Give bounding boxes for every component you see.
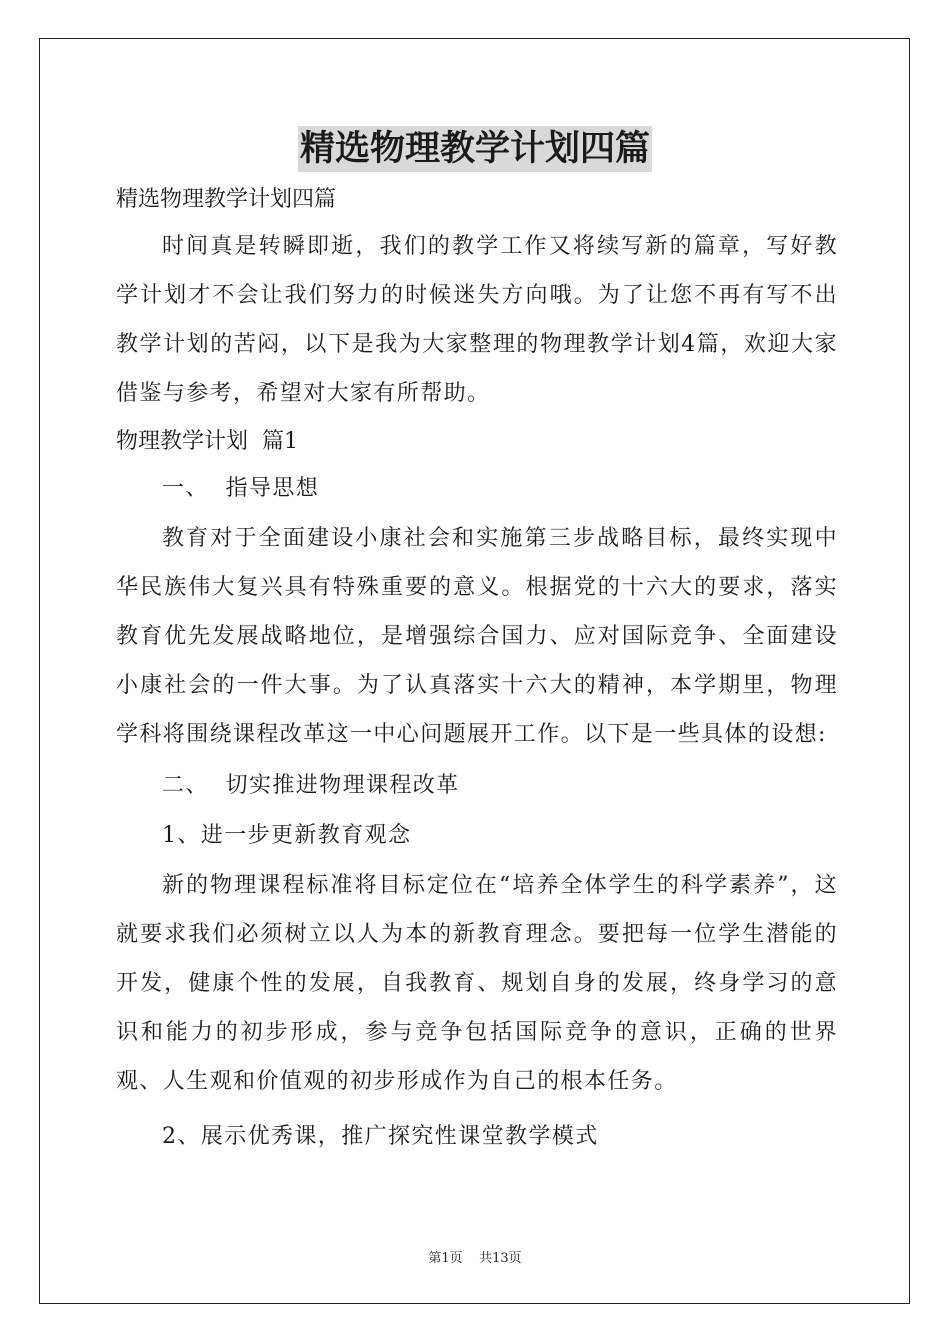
heading-guiding-ideology: 一、 指导思想 [162, 476, 320, 501]
heading-curriculum-reform: 二、 切实推进物理课程改革 [162, 773, 460, 798]
page-footer: 第1页 共13页 [428, 1251, 522, 1266]
paragraph-update-concepts: 新的物理课程标准将目标定位在“培养全体学生的科学素养”，这就要求我们必须树立以人为本的新教育理念。要把每一位学生潜能的开发，健康个性的发展，自我教育、规划自身的发展，终身学习的意识和能力的初步形成，参与竞争包括国际竞争的意识，正确的世界观、人生观和价值观的初步形成作为自己的根本任务。 [116, 873, 838, 1094]
section-title: 物理教学计划 篇1 [116, 429, 298, 454]
paragraph-guiding-ideology: 教育对于全面建设小康社会和实施第三步战略目标，最终实现中华民族伟大复兴具有特殊重要的意义。根据党的十六大的要求，落实教育优先发展战略地位，是增强综合国力、应对国际竞争、全面建设小康社会的一件大事。为了认真落实十六大的精神，本学期里，物理学科将围绕课程改革这一中心问题展开工作。以下是一些具体的设想: [116, 526, 838, 747]
document-body [116, 178, 838, 1162]
heading-showcase-lessons: 2、展示优秀课，推广探究性课堂教学模式 [162, 1124, 599, 1149]
intro-paragraph: 时间真是转瞬即逝，我们的教学工作又将续写新的篇章，写好教学计划才不会让我们努力的时候迷失方向哦。为了让您不再有写不出教学计划的苦闷，以下是我为大家整理的物理教学计划4篇，欢迎大家借鉴与参考，希望对大家有所帮助。 [116, 234, 838, 406]
document-title: 精选物理教学计划四篇 [298, 126, 652, 172]
document-subtitle: 精选物理教学计划四篇 [116, 187, 337, 212]
heading-update-concepts: 1、进一步更新教育观念 [162, 823, 412, 848]
title-container [0, 126, 950, 172]
